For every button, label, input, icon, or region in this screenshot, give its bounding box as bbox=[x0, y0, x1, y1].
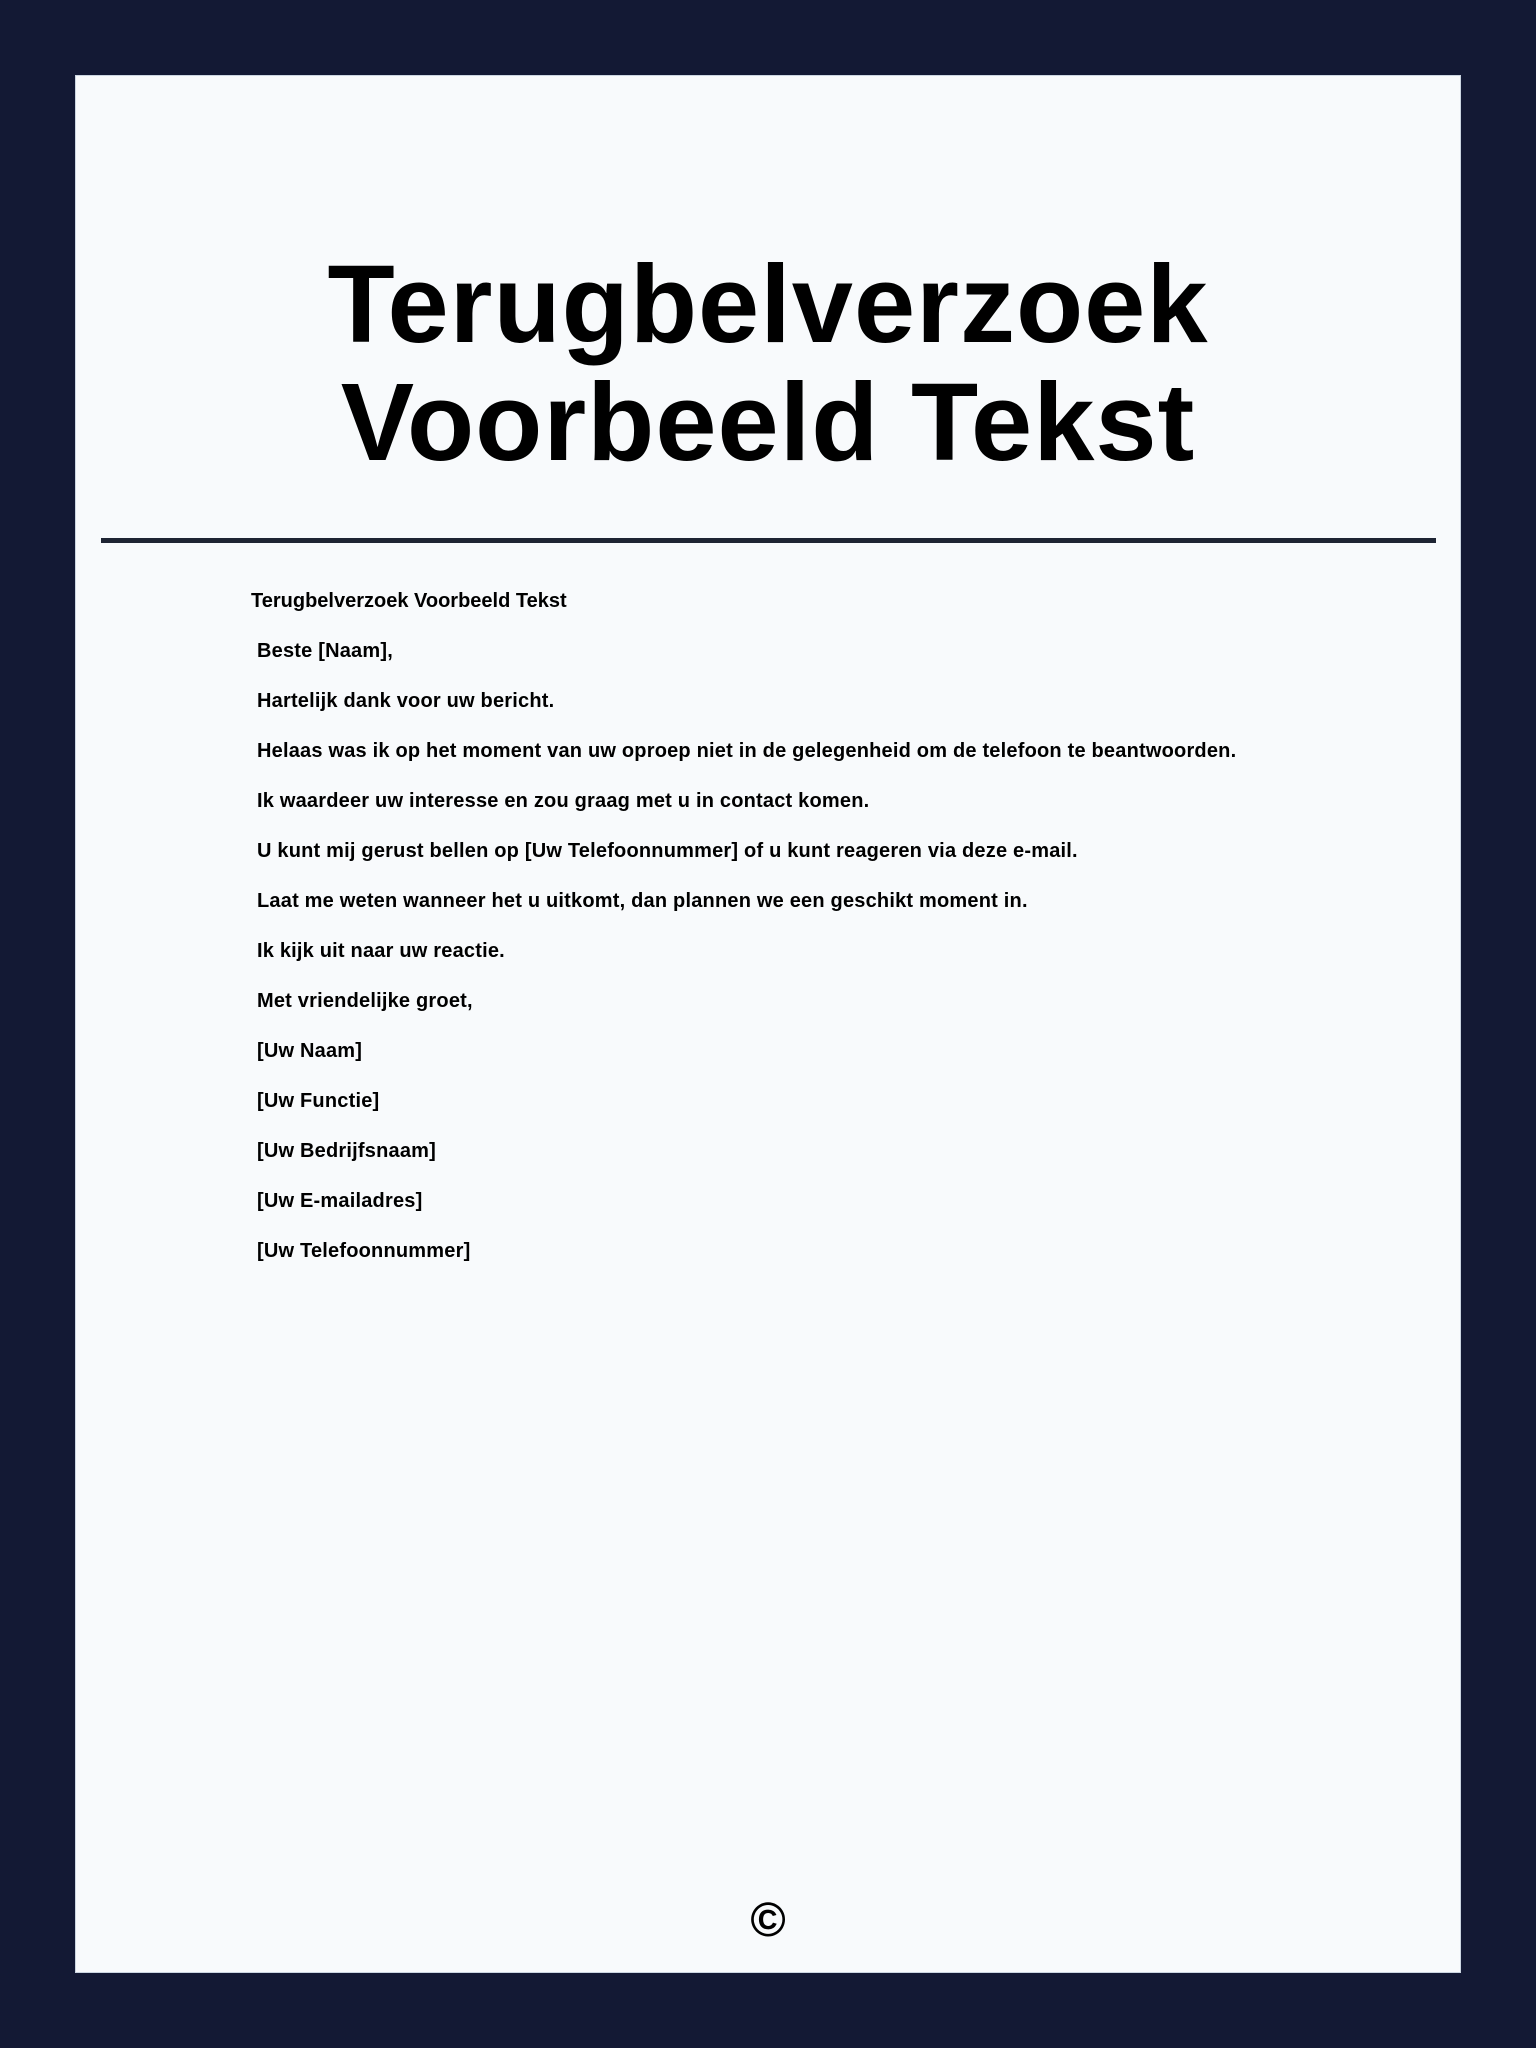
letter-paragraph: Beste [Naam], bbox=[257, 640, 393, 662]
page-title: Terugbelverzoek Voorbeeld Tekst bbox=[327, 243, 1209, 484]
letter-paragraph: Ik kijk uit naar uw reactie. bbox=[257, 940, 505, 962]
letter-paragraph: Ik waardeer uw interesse en zou graag met u in contact komen. bbox=[257, 790, 870, 812]
letter-paragraph: Laat me weten wanneer het u uitkomt, dan plannen we een geschikt moment in. bbox=[257, 890, 1028, 912]
letter-paragraph: Helaas was ik op het moment van uw oproep niet in de gelegenheid om de telefoon te beantwoorden. bbox=[257, 740, 1237, 762]
page-footer bbox=[76, 1896, 1460, 1946]
letter-content bbox=[251, 589, 1351, 1289]
signature-function: [Uw Functie] bbox=[257, 1090, 380, 1112]
title-divider bbox=[101, 538, 1436, 543]
content-title: Terugbelverzoek Voorbeeld Tekst bbox=[251, 590, 567, 612]
copyright-icon: © bbox=[750, 1894, 786, 1947]
letter-paragraph: Hartelijk dank voor uw bericht. bbox=[257, 690, 555, 712]
document-page bbox=[75, 75, 1461, 1973]
signature-name: [Uw Naam] bbox=[257, 1040, 363, 1062]
signature-email: [Uw E-mailadres] bbox=[257, 1190, 423, 1212]
signature-phone: [Uw Telefoonnummer] bbox=[257, 1240, 471, 1262]
letter-paragraph: U kunt mij gerust bellen op [Uw Telefoonnummer] of u kunt reageren via deze e-mail. bbox=[257, 840, 1078, 862]
signature-company: [Uw Bedrijfsnaam] bbox=[257, 1140, 436, 1162]
letter-paragraph: Met vriendelijke groet, bbox=[257, 990, 473, 1012]
